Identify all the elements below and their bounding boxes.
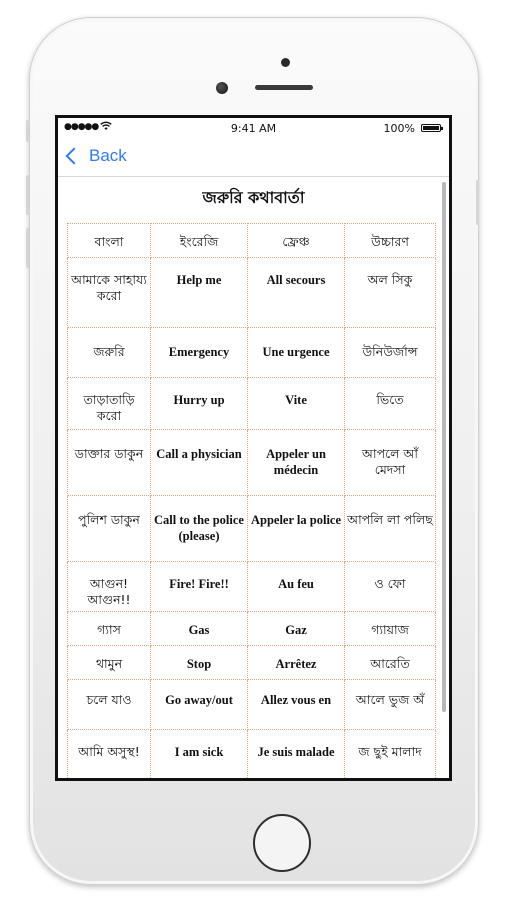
table-row — [68, 612, 436, 646]
content-area[interactable] — [58, 177, 449, 781]
cell-bn: তাড়াতাড়ি করো — [68, 378, 151, 430]
cell-fr: All secours — [248, 258, 345, 328]
power-button[interactable] — [476, 180, 479, 225]
mute-switch[interactable] — [26, 120, 29, 142]
cell-bn: ডাক্তার ডাকুন — [68, 430, 151, 496]
cell-fr: Arrêtez — [248, 646, 345, 680]
cell-pr: আপলি লা পলিছ — [345, 496, 436, 562]
cell-pr: ও ফো — [345, 562, 436, 612]
table-row — [68, 258, 436, 328]
column-header: ইংরেজি — [151, 224, 248, 258]
back-button[interactable] — [64, 146, 127, 166]
cell-bn: চলে যাও — [68, 680, 151, 730]
cell-pr: উনিউর্জান্স — [345, 328, 436, 378]
cell-fr: Vite — [248, 378, 345, 430]
back-button-label: Back — [89, 146, 127, 165]
earpiece-speaker — [255, 85, 313, 90]
home-button[interactable] — [253, 814, 311, 872]
column-header: বাংলা — [68, 224, 151, 258]
proximity-sensor — [216, 82, 228, 94]
cell-bn: গ্যাস — [68, 612, 151, 646]
table-row — [68, 378, 436, 430]
cell-fr: Au feu — [248, 562, 345, 612]
battery-icon — [421, 124, 441, 132]
cell-en: Help me — [151, 258, 248, 328]
phrase-table — [67, 223, 436, 781]
cell-fr: Gaz — [248, 612, 345, 646]
column-header: ফ্রেঞ্চ — [248, 224, 345, 258]
cell-bn: জরুরি — [68, 328, 151, 378]
cell-en: I am sick — [151, 730, 248, 782]
column-header: উচ্চারণ — [345, 224, 436, 258]
cell-bn: থামুন — [68, 646, 151, 680]
battery-percent: 100% — [383, 122, 415, 135]
cell-pr: ভিতে — [345, 378, 436, 430]
volume-down-button[interactable] — [26, 228, 29, 268]
cell-pr: অল সিকু — [345, 258, 436, 328]
cell-bn: আগুন! আগুন!! — [68, 562, 151, 612]
cell-pr: গ্যায়াজ — [345, 612, 436, 646]
cell-pr: আরেতি — [345, 646, 436, 680]
table-header-row — [68, 224, 436, 258]
table-row — [68, 430, 436, 496]
status-time: 9:41 AM — [230, 122, 277, 135]
table-row — [68, 646, 436, 680]
navigation-bar — [58, 138, 449, 177]
page-title: জরুরি কথাবার্তা — [202, 188, 305, 207]
chevron-left-icon — [66, 148, 83, 165]
cell-en: Gas — [151, 612, 248, 646]
cell-pr: জ ছুই মালাদ — [345, 730, 436, 782]
cell-en: Go away/out — [151, 680, 248, 730]
screen — [55, 115, 452, 781]
table-row — [68, 496, 436, 562]
cell-en: Call a physician — [151, 430, 248, 496]
table-row — [68, 562, 436, 612]
cell-fr: Appeler la police — [248, 496, 345, 562]
table-row — [68, 328, 436, 378]
cell-pr: আলে ভুজ অঁ — [345, 680, 436, 730]
cell-en: Call to the police (please) — [151, 496, 248, 562]
signal-strength-icon: ●●●●● — [64, 122, 99, 132]
cell-fr: Je suis malade — [248, 730, 345, 782]
volume-up-button[interactable] — [26, 175, 29, 215]
cell-en: Fire! Fire!! — [151, 562, 248, 612]
front-camera — [281, 58, 290, 67]
cell-pr: আপলে আঁ মেদসা — [345, 430, 436, 496]
scrollbar[interactable] — [442, 182, 446, 712]
status-bar — [58, 118, 449, 138]
cell-en: Emergency — [151, 328, 248, 378]
table-row — [68, 680, 436, 730]
cell-bn: আমি অসুস্থ! — [68, 730, 151, 782]
cell-fr: Appeler un médecin — [248, 430, 345, 496]
cell-en: Hurry up — [151, 378, 248, 430]
cell-fr: Allez vous en — [248, 680, 345, 730]
cell-bn: পুলিশ ডাকুন — [68, 496, 151, 562]
cell-en: Stop — [151, 646, 248, 680]
table-row — [68, 730, 436, 782]
cell-fr: Une urgence — [248, 328, 345, 378]
cell-bn: আমাকে সাহায্য করো — [68, 258, 151, 328]
